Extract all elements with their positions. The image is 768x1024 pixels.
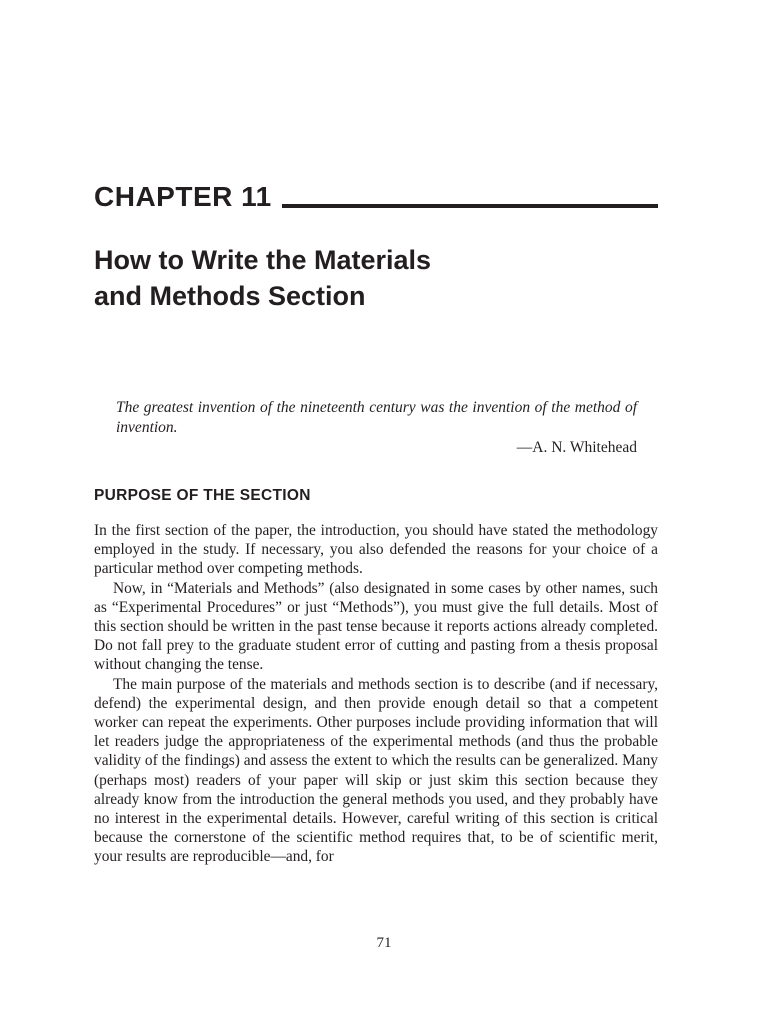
paragraph: In the first section of the paper, the introduction, you should have stated the methodology employed in the study. If necessary, you also defended the reasons for your choice of a particular method over competing methods.	[94, 522, 658, 578]
chapter-title-line-1: How to Write the Materials	[94, 245, 432, 275]
page-number: 71	[376, 935, 392, 951]
epigraph	[116, 398, 637, 458]
chapter-rule	[282, 204, 658, 208]
body-text	[94, 521, 658, 867]
chapter-label: CHAPTER 11	[94, 181, 272, 212]
chapter-header	[94, 180, 658, 214]
epigraph-quote: The greatest invention of the nineteenth century was the invention of the method of invention.	[116, 399, 637, 436]
paragraph: Now, in “Materials and Methods” (also designated in some cases by other names, such as “Experimental Procedures” or just “Methods”), you must give the full details. Most of this section should be written in the past tense because it reports actions already completed. Do not fall prey to the graduate student error of cutting and pasting from a thesis proposal without changing the tense.	[94, 579, 658, 674]
chapter-title-line-2: and Methods Section	[94, 281, 366, 311]
section-heading: PURPOSE OF THE SECTION	[94, 487, 311, 504]
paragraph: The main purpose of the materials and methods section is to describe (and if necessary, defend) the experimental design, and then provide enough detail so that a competent worker can repeat the experiments. Other purposes include providing information that will let readers judge the appropriateness of the experimental methods (and thus the probable validity of the findings) and assess the extent to which the results can be generalized. Many (perhaps most) readers of your paper will skip or just skim this section because they already know from the introduction the general methods you used, and they probably have no interest in the experimental details. However, careful writing of this section is critical because the cornerstone of the scientific method requires that, to be of scientific merit, your results are reproducible—and, for	[94, 675, 658, 866]
epigraph-author: —A. N. Whitehead	[516, 439, 637, 456]
chapter-title	[94, 242, 658, 314]
